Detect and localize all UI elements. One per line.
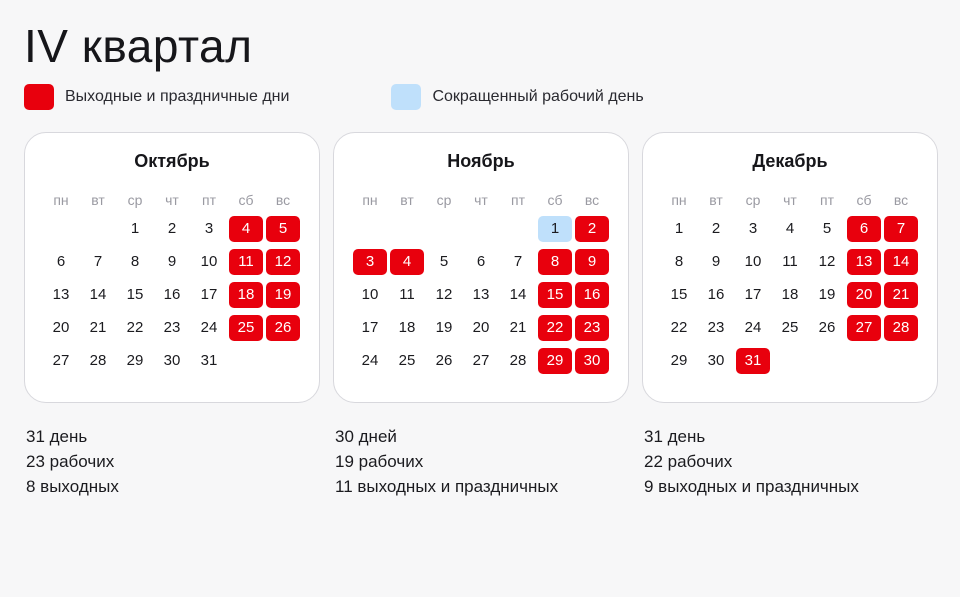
day-cell-work[interactable]: 24: [200, 319, 218, 337]
day-cell-holiday[interactable]: 30: [575, 348, 609, 374]
day-cell-empty: [884, 348, 918, 374]
summary-working-days: 22 рабочих: [644, 451, 733, 471]
month-title-october: Октябрь: [134, 151, 210, 172]
day-cell-work[interactable]: 7: [93, 253, 103, 271]
summary-days-off: 11 выходных и праздничных: [335, 476, 559, 496]
day-cell-work[interactable]: 29: [670, 352, 688, 370]
day-cell-work[interactable]: 21: [89, 319, 107, 337]
day-cell-work[interactable]: 15: [670, 286, 688, 304]
day-cell-holiday[interactable]: 26: [266, 315, 300, 341]
day-cell-empty: [81, 216, 115, 242]
day-cell-work[interactable]: 24: [744, 319, 762, 337]
page-title: IV квартал: [24, 20, 253, 72]
summary-working-days: 19 рабочих: [335, 451, 424, 471]
month-grid-november: [350, 186, 612, 380]
day-cell-empty: [501, 216, 535, 242]
day-cell-holiday[interactable]: 14: [884, 249, 918, 275]
legend-item-holiday: [24, 84, 289, 110]
weekday-fri: пт: [511, 192, 525, 209]
day-cell-work[interactable]: 31: [200, 352, 218, 370]
day-cell-work[interactable]: 18: [781, 286, 799, 304]
day-cell-holiday[interactable]: 3: [353, 249, 387, 275]
day-cell-work[interactable]: 5: [822, 220, 832, 238]
day-cell-empty: [353, 216, 387, 242]
day-cell-work[interactable]: 24: [361, 352, 379, 370]
day-cell-empty: [464, 216, 498, 242]
day-cell-work[interactable]: 9: [167, 253, 177, 271]
day-cell-holiday[interactable]: 21: [884, 282, 918, 308]
summary-november: [333, 425, 629, 499]
day-cell-work[interactable]: 1: [674, 220, 684, 238]
day-cell-holiday[interactable]: 16: [575, 282, 609, 308]
day-cell-empty: [266, 348, 300, 374]
weekday-sun: вс: [275, 192, 291, 209]
weekday-sun: вс: [584, 192, 600, 209]
day-cell-work[interactable]: 8: [674, 253, 684, 271]
day-cell-empty: [390, 216, 424, 242]
day-cell-work[interactable]: 5: [439, 253, 449, 271]
week-row: [353, 248, 609, 276]
day-cell-holiday[interactable]: 4: [229, 216, 263, 242]
day-cell-holiday[interactable]: 29: [538, 348, 572, 374]
day-cell-work[interactable]: 20: [472, 319, 490, 337]
day-cell-work[interactable]: 16: [163, 286, 181, 304]
weekday-wed: ср: [436, 192, 452, 209]
day-cell-holiday[interactable]: 2: [575, 216, 609, 242]
day-cell-work[interactable]: 27: [52, 352, 70, 370]
day-cell-holiday[interactable]: 18: [229, 282, 263, 308]
day-cell-work[interactable]: 26: [435, 352, 453, 370]
day-cell-work[interactable]: 3: [748, 220, 758, 238]
weekday-tue: вт: [709, 192, 723, 209]
month-card-december: [642, 132, 938, 403]
week-row: [662, 314, 918, 342]
weekday-thu: чт: [783, 192, 797, 209]
day-cell-short[interactable]: 1: [538, 216, 572, 242]
day-cell-holiday[interactable]: 19: [266, 282, 300, 308]
day-cell-work[interactable]: 4: [785, 220, 795, 238]
day-cell-work[interactable]: 7: [513, 253, 523, 271]
day-cell-holiday[interactable]: 15: [538, 282, 572, 308]
week-row: [662, 347, 918, 375]
day-cell-holiday[interactable]: 20: [847, 282, 881, 308]
summaries-row: [24, 425, 938, 499]
summary-total-days: 31 день: [644, 427, 706, 447]
month-body-december: [662, 215, 918, 375]
day-cell-holiday[interactable]: 27: [847, 315, 881, 341]
weekday-sat: сб: [238, 192, 254, 209]
day-cell-empty: [44, 216, 78, 242]
weekday-fri: пт: [820, 192, 834, 209]
weekday-mon: пн: [53, 192, 69, 209]
day-cell-work[interactable]: 22: [126, 319, 144, 337]
day-cell-holiday[interactable]: 23: [575, 315, 609, 341]
summary-total-days: 31 день: [26, 427, 88, 447]
day-cell-work[interactable]: 11: [782, 253, 798, 271]
day-cell-work[interactable]: 17: [361, 319, 379, 337]
week-row: [353, 347, 609, 375]
day-cell-empty: [810, 348, 844, 374]
day-cell-work[interactable]: 14: [89, 286, 107, 304]
week-row: [662, 281, 918, 309]
day-cell-work[interactable]: 10: [361, 286, 379, 304]
day-cell-work[interactable]: 13: [52, 286, 70, 304]
month-grid-october: [41, 186, 303, 380]
day-cell-work[interactable]: 13: [472, 286, 490, 304]
weekday-fri: пт: [202, 192, 216, 209]
month-card-november: [333, 132, 629, 403]
summary-working-days: 23 рабочих: [26, 451, 115, 471]
day-cell-work[interactable]: 3: [204, 220, 214, 238]
summary-december: [642, 425, 938, 499]
day-cell-work[interactable]: 16: [707, 286, 725, 304]
day-cell-work[interactable]: 28: [89, 352, 107, 370]
day-cell-work[interactable]: 6: [476, 253, 486, 271]
day-cell-work[interactable]: 11: [399, 286, 415, 304]
day-cell-work[interactable]: 18: [398, 319, 416, 337]
day-cell-work[interactable]: 2: [167, 220, 177, 238]
day-cell-work[interactable]: 10: [744, 253, 762, 271]
day-cell-work[interactable]: 15: [126, 286, 144, 304]
day-cell-work[interactable]: 19: [435, 319, 453, 337]
legend-item-short-day: [391, 84, 643, 110]
day-cell-holiday[interactable]: 9: [575, 249, 609, 275]
day-cell-holiday[interactable]: 7: [884, 216, 918, 242]
weekday-thu: чт: [165, 192, 179, 209]
weekday-tue: вт: [400, 192, 414, 209]
day-cell-holiday[interactable]: 28: [884, 315, 918, 341]
week-row: [44, 215, 300, 243]
day-cell-work[interactable]: 23: [707, 319, 725, 337]
day-cell-empty: [427, 216, 461, 242]
summary-days-off: 8 выходных: [26, 476, 119, 496]
day-cell-work[interactable]: 20: [52, 319, 70, 337]
day-cell-holiday[interactable]: 6: [847, 216, 881, 242]
day-cell-work[interactable]: 19: [818, 286, 836, 304]
weekday-mon: пн: [671, 192, 687, 209]
day-cell-work[interactable]: 26: [818, 319, 836, 337]
weekday-thu: чт: [474, 192, 488, 209]
day-cell-work[interactable]: 17: [200, 286, 218, 304]
weekday-sat: сб: [547, 192, 563, 209]
day-cell-work[interactable]: 22: [670, 319, 688, 337]
month-title-december: Декабрь: [752, 151, 828, 172]
day-cell-work[interactable]: 2: [711, 220, 721, 238]
weekday-wed: ср: [127, 192, 143, 209]
week-row: [353, 281, 609, 309]
week-row: [662, 215, 918, 243]
week-row: [44, 281, 300, 309]
day-cell-work[interactable]: 10: [200, 253, 218, 271]
summary-october: [24, 425, 320, 499]
day-cell-holiday[interactable]: 5: [266, 216, 300, 242]
day-cell-work[interactable]: 25: [398, 352, 416, 370]
day-cell-work[interactable]: 17: [744, 286, 762, 304]
week-row: [353, 215, 609, 243]
weekday-sat: сб: [856, 192, 872, 209]
day-cell-work[interactable]: 12: [818, 253, 836, 271]
day-cell-work[interactable]: 12: [435, 286, 453, 304]
weekday-tue: вт: [91, 192, 105, 209]
weekday-header-row: [44, 191, 300, 210]
day-cell-holiday[interactable]: 12: [266, 249, 300, 275]
day-cell-holiday[interactable]: 25: [229, 315, 263, 341]
month-grid-december: [659, 186, 921, 380]
day-cell-work[interactable]: 9: [711, 253, 721, 271]
legend-swatch-holiday-icon: [24, 84, 54, 110]
month-card-october: [24, 132, 320, 403]
day-cell-work[interactable]: 14: [509, 286, 527, 304]
week-row: [662, 248, 918, 276]
weekday-mon: пн: [362, 192, 378, 209]
summary-days-off: 9 выходных и праздничных: [644, 476, 859, 496]
week-row: [44, 248, 300, 276]
day-cell-holiday[interactable]: 4: [390, 249, 424, 275]
day-cell-work[interactable]: 21: [509, 319, 527, 337]
month-title-november: Ноябрь: [447, 151, 515, 172]
weekday-header-row: [353, 191, 609, 210]
day-cell-work[interactable]: 23: [163, 319, 181, 337]
week-row: [44, 314, 300, 342]
month-body-november: [353, 215, 609, 375]
summary-total-days: 30 дней: [335, 427, 397, 447]
day-cell-empty: [773, 348, 807, 374]
legend-label-holiday: Выходные и праздничные дни: [65, 88, 290, 106]
day-cell-holiday[interactable]: 31: [736, 348, 770, 374]
weekday-header-row: [662, 191, 918, 210]
week-row: [44, 347, 300, 375]
months-row: [24, 132, 938, 403]
day-cell-work[interactable]: 30: [707, 352, 725, 370]
day-cell-empty: [229, 348, 263, 374]
day-cell-work[interactable]: 27: [472, 352, 490, 370]
day-cell-work[interactable]: 25: [781, 319, 799, 337]
day-cell-work[interactable]: 29: [126, 352, 144, 370]
day-cell-work[interactable]: 1: [130, 220, 140, 238]
month-body-october: [44, 215, 300, 375]
day-cell-holiday[interactable]: 13: [847, 249, 881, 275]
day-cell-holiday[interactable]: 8: [538, 249, 572, 275]
day-cell-holiday[interactable]: 11: [229, 249, 263, 275]
weekday-wed: ср: [745, 192, 761, 209]
day-cell-work[interactable]: 28: [509, 352, 527, 370]
weekday-sun: вс: [893, 192, 909, 209]
legend: [24, 84, 938, 110]
day-cell-empty: [847, 348, 881, 374]
day-cell-work[interactable]: 30: [163, 352, 181, 370]
week-row: [353, 314, 609, 342]
legend-swatch-short-day-icon: [391, 84, 421, 110]
legend-label-short-day: Сокращенный рабочий день: [432, 88, 644, 106]
day-cell-work[interactable]: 6: [56, 253, 66, 271]
day-cell-holiday[interactable]: 22: [538, 315, 572, 341]
day-cell-work[interactable]: 8: [130, 253, 140, 271]
